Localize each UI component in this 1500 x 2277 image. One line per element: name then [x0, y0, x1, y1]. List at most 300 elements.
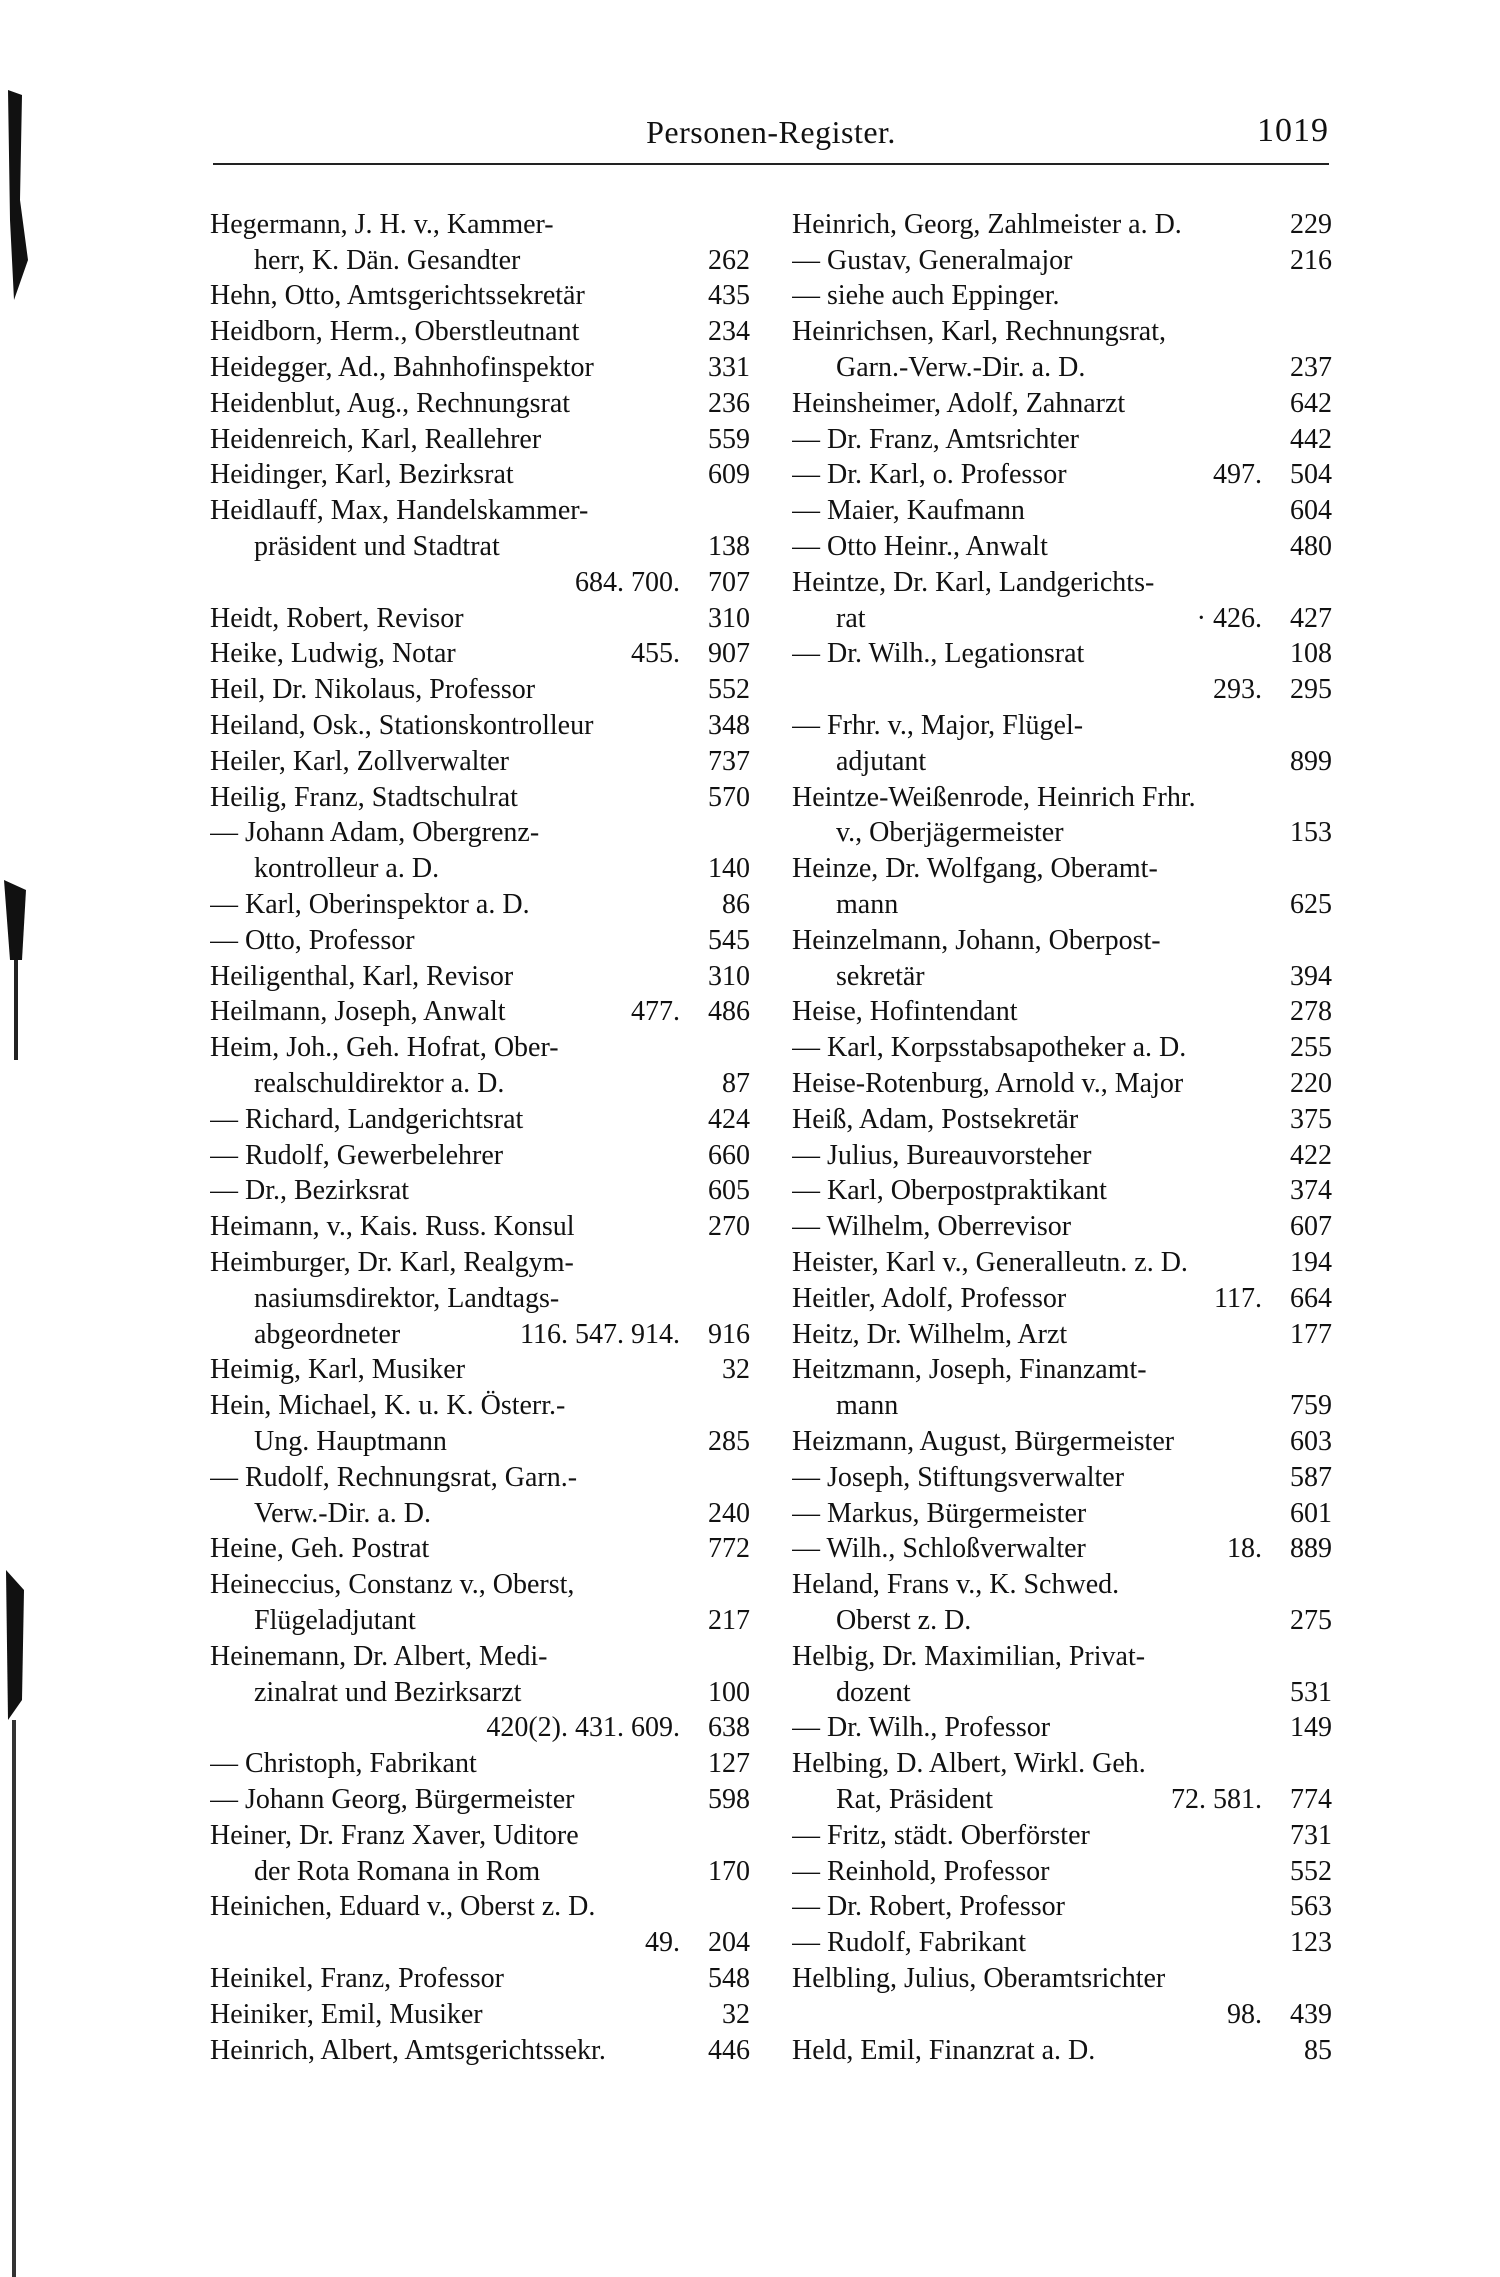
register-entry-line	[792, 207, 1332, 243]
entry-page-number: 603	[1290, 1425, 1332, 1457]
register-entry-line	[210, 1603, 750, 1639]
right-column	[792, 207, 1332, 2068]
entry-page-number: 604	[1290, 495, 1332, 527]
register-entry-line	[210, 1961, 750, 1997]
entry-page-number: 731	[1290, 1819, 1332, 1851]
entry-page-number: 422	[1290, 1139, 1332, 1171]
entry-text: — Otto Heinr., Anwalt	[792, 531, 1048, 563]
entry-text: Heidenblut, Aug., Rechnungsrat	[210, 387, 571, 419]
entry-text: Heiner, Dr. Franz Xaver, Uditore	[210, 1819, 579, 1851]
entry-page-number: 570	[708, 781, 750, 813]
entry-text: — Karl, Oberinspektor a. D.	[210, 889, 530, 921]
register-entry-line	[792, 672, 1332, 708]
page-number: 1019	[1257, 112, 1329, 149]
entry-text: Heinrich, Georg, Zahlmeister a. D.	[792, 208, 1182, 240]
entry-text: Heintze, Dr. Karl, Landgerichts-	[792, 566, 1155, 598]
entry-page-number: 664	[1290, 1282, 1332, 1314]
entry-page-number: 439	[1290, 1998, 1332, 2030]
entry-text: Heiß, Adam, Postsekretär	[792, 1103, 1079, 1135]
entry-text: Heidt, Robert, Revisor	[210, 602, 464, 634]
entry-page-number: 442	[1290, 423, 1332, 455]
entry-text: Hegermann, J. H. v., Kammer-	[210, 208, 554, 240]
entry-page-number: 138	[708, 531, 750, 563]
entry-page-number: 598	[708, 1783, 750, 1815]
entry-text: Heinzelmann, Johann, Oberpost-	[792, 924, 1161, 956]
entry-text: Heilig, Franz, Stadtschulrat	[210, 781, 518, 813]
entry-text: Heiniker, Emil, Musiker	[210, 1998, 483, 2030]
register-entry-line	[792, 1138, 1332, 1174]
register-entry-line	[792, 851, 1332, 887]
entry-text: mann	[836, 889, 899, 921]
register-entry-line	[792, 780, 1332, 816]
entry-additional-pages: · 426.	[1196, 602, 1262, 634]
entry-page-number: 660	[708, 1139, 750, 1171]
entry-page-number: 278	[1290, 996, 1332, 1028]
register-entry-line	[792, 1889, 1332, 1925]
register-entry-line	[792, 1317, 1332, 1353]
register-entry-line	[792, 422, 1332, 458]
register-entry-line	[210, 1889, 750, 1925]
entry-text: — Dr. Wilh., Legationsrat	[792, 638, 1085, 670]
entry-page-number: 234	[708, 316, 750, 348]
entry-page-number: 149	[1290, 1712, 1332, 1744]
entry-text: Hein, Michael, K. u. K. Österr.-	[210, 1390, 566, 1422]
entry-text: Heinichen, Eduard v., Oberst z. D.	[210, 1891, 596, 1923]
entry-text: Helbing, D. Albert, Wirkl. Geh.	[792, 1748, 1146, 1780]
entry-additional-pages: 98.	[1227, 1998, 1262, 2030]
entry-text: Heinrichsen, Karl, Rechnungsrat,	[792, 316, 1166, 348]
register-entry-line	[210, 565, 750, 601]
entry-text: Heiland, Osk., Stationskontrolleur	[210, 710, 594, 742]
entry-additional-pages: 293.	[1213, 674, 1262, 706]
entry-text: Heitz, Dr. Wilhelm, Arzt	[792, 1318, 1068, 1350]
entry-text: Heidlauff, Max, Handelskammer-	[210, 495, 589, 527]
register-entry-line	[792, 1961, 1332, 1997]
register-entry-line	[210, 1424, 750, 1460]
entry-page-number: 216	[1290, 244, 1332, 276]
register-entry-line	[210, 1531, 750, 1567]
register-entry-line	[792, 601, 1332, 637]
entry-text: — Dr. Karl, o. Professor	[792, 459, 1067, 491]
entry-text: Heil, Dr. Nikolaus, Professor	[210, 674, 536, 706]
entry-additional-pages: 477.	[631, 996, 680, 1028]
register-entry-line	[792, 493, 1332, 529]
entry-text: — Otto, Professor	[210, 924, 415, 956]
entry-additional-pages: 497.	[1213, 459, 1262, 491]
entry-page-number: 587	[1290, 1461, 1332, 1493]
entry-page-number: 310	[708, 960, 750, 992]
register-entry-line	[210, 458, 750, 494]
entry-text: sekretär	[836, 960, 925, 992]
entry-page-number: 504	[1290, 459, 1332, 491]
entry-page-number: 642	[1290, 387, 1332, 419]
entry-page-number: 774	[1290, 1783, 1332, 1815]
register-entry-line	[792, 1997, 1332, 2033]
entry-text: — Wilhelm, Oberrevisor	[792, 1211, 1072, 1243]
entry-page-number: 374	[1290, 1175, 1332, 1207]
entry-text: — Johann Adam, Obergrenz-	[210, 817, 540, 849]
entry-page-number: 204	[708, 1927, 750, 1959]
register-entry-line	[210, 637, 750, 673]
register-entry-line	[210, 1030, 750, 1066]
entry-page-number: 170	[708, 1855, 750, 1887]
entry-text: Garn.-Verw.-Dir. a. D.	[836, 352, 1086, 384]
entry-text: Heise, Hofintendant	[792, 996, 1018, 1028]
entry-text: Heidenreich, Karl, Reallehrer	[210, 423, 542, 455]
register-entry-line	[792, 1424, 1332, 1460]
register-entry-line	[210, 493, 750, 529]
entry-page-number: 140	[708, 853, 750, 885]
register-entry-line	[792, 959, 1332, 995]
entry-page-number: 255	[1290, 1032, 1332, 1064]
register-entry-line	[210, 851, 750, 887]
entry-text: Heidegger, Ad., Bahnhofinspektor	[210, 352, 594, 384]
entry-text: Heimig, Karl, Musiker	[210, 1354, 466, 1386]
register-entry-line	[210, 1997, 750, 2033]
entry-page-number: 220	[1290, 1068, 1332, 1100]
register-entry-line	[210, 2033, 750, 2069]
register-entry-line	[210, 1245, 750, 1281]
register-entry-line	[792, 529, 1332, 565]
entry-page-number: 916	[708, 1318, 750, 1350]
entry-text: — Karl, Korpsstabsapotheker a. D.	[792, 1032, 1187, 1064]
entry-text: Heinrich, Albert, Amtsgerichtssekr.	[210, 2034, 606, 2066]
entry-page-number: 236	[708, 387, 750, 419]
entry-additional-pages: 49.	[645, 1927, 680, 1959]
entry-text: dozent	[836, 1676, 911, 1708]
register-entry-line	[210, 1388, 750, 1424]
entry-text: Heister, Karl v., Generalleutn. z. D.	[792, 1247, 1188, 1278]
entry-text: realschuldirektor a. D.	[254, 1068, 505, 1100]
entry-page-number: 275	[1290, 1604, 1332, 1636]
entry-page-number: 899	[1290, 745, 1332, 777]
entry-page-number: 100	[708, 1676, 750, 1708]
entry-page-number: 563	[1290, 1891, 1332, 1923]
entry-text: — Markus, Bürgermeister	[792, 1497, 1087, 1529]
page-binding-edge	[0, 0, 40, 2277]
register-entry-line	[792, 816, 1332, 852]
entry-text: Heinsheimer, Adolf, Zahnarzt	[792, 387, 1126, 419]
entry-text: Heintze-Weißenrode, Heinrich Frhr.	[792, 781, 1196, 813]
register-entry-line	[210, 1496, 750, 1532]
entry-page-number: 310	[708, 602, 750, 634]
entry-page-number: 375	[1290, 1103, 1332, 1135]
register-entry-line	[210, 207, 750, 243]
register-entry-line	[792, 1746, 1332, 1782]
register-entry-line	[210, 1174, 750, 1210]
entry-page-number: 435	[708, 280, 750, 312]
entry-page-number: 607	[1290, 1211, 1332, 1243]
register-entry-line	[792, 1710, 1332, 1746]
entry-text: — Gustav, Generalmajor	[792, 244, 1073, 276]
entry-page-number: 907	[708, 638, 750, 670]
register-entry-line	[792, 1353, 1332, 1389]
entry-text: Heitzmann, Joseph, Finanzamt-	[792, 1354, 1147, 1386]
entry-text: — Joseph, Stiftungsverwalter	[792, 1461, 1125, 1493]
register-entry-line	[792, 1925, 1332, 1961]
register-entry-line	[210, 959, 750, 995]
entry-text: — Dr. Wilh., Professor	[792, 1712, 1051, 1744]
entry-text: Heinikel, Franz, Professor	[210, 1962, 504, 1994]
register-entry-line	[210, 1138, 750, 1174]
entry-text: — Rudolf, Fabrikant	[792, 1927, 1027, 1959]
entry-page-number: 177	[1290, 1318, 1332, 1350]
register-entry-line	[210, 1854, 750, 1890]
entry-text: — Dr. Robert, Professor	[792, 1891, 1065, 1923]
running-title: Personen-Register.	[646, 114, 896, 150]
entry-page-number: 625	[1290, 889, 1332, 921]
entry-text: abgeordneter	[254, 1318, 401, 1350]
register-entry-line	[210, 1782, 750, 1818]
register-entry-line	[210, 995, 750, 1031]
register-entry-line	[792, 565, 1332, 601]
entry-text: Rat, Präsident	[836, 1783, 994, 1815]
register-entry-line	[792, 350, 1332, 386]
entry-text: Heidinger, Karl, Bezirksrat	[210, 459, 514, 491]
entry-page-number: 552	[708, 674, 750, 706]
register-entry-line	[210, 1746, 750, 1782]
register-entry-line	[792, 279, 1332, 315]
entry-text: — Julius, Bureauvorsteher	[792, 1139, 1092, 1171]
entry-text: präsident und Stadtrat	[254, 531, 500, 563]
entry-page-number: 127	[708, 1748, 750, 1780]
entry-page-number: 270	[708, 1211, 750, 1243]
page-header	[213, 112, 1329, 156]
entry-page-number: 108	[1290, 638, 1332, 670]
register-entry-line	[792, 2033, 1332, 2069]
entry-page-number: 889	[1290, 1533, 1332, 1565]
register-entry-line	[210, 1710, 750, 1746]
register-entry-line	[210, 1066, 750, 1102]
register-entry-line	[792, 1818, 1332, 1854]
register-entry-line	[792, 1209, 1332, 1245]
entry-text: Heimann, v., Kais. Russ. Konsul	[210, 1211, 575, 1243]
register-entry-line	[210, 1102, 750, 1138]
left-column	[210, 207, 750, 2068]
register-entry-line	[210, 1353, 750, 1389]
entry-text: Heinze, Dr. Wolfgang, Oberamt-	[792, 853, 1158, 885]
entry-text: Heinemann, Dr. Albert, Medi-	[210, 1640, 548, 1672]
register-entry-line	[792, 1281, 1332, 1317]
entry-text: — Rudolf, Gewerbelehrer	[210, 1139, 504, 1171]
entry-page-number: 486	[708, 996, 750, 1028]
register-entry-line	[792, 1675, 1332, 1711]
register-entry-line	[210, 887, 750, 923]
entry-page-number: 217	[708, 1604, 750, 1636]
entry-page-number: 394	[1290, 960, 1332, 992]
register-entry-line	[792, 1782, 1332, 1818]
register-entry-line	[792, 1460, 1332, 1496]
register-entry-line	[792, 1496, 1332, 1532]
register-entry-line	[792, 458, 1332, 494]
register-entry-line	[210, 243, 750, 279]
register-entry-line	[210, 601, 750, 637]
register-entry-line	[792, 995, 1332, 1031]
entry-page-number: 32	[722, 1998, 750, 2030]
entry-page-number: 531	[1290, 1676, 1332, 1708]
register-entry-line	[792, 744, 1332, 780]
register-entry-line	[210, 1317, 750, 1353]
entry-page-number: 601	[1290, 1497, 1332, 1529]
entry-page-number: 446	[708, 2034, 750, 2066]
entry-text: — Wilh., Schloßverwalter	[792, 1533, 1086, 1565]
register-entry-line	[210, 1818, 750, 1854]
entry-text: — Richard, Landgerichtsrat	[210, 1103, 524, 1135]
register-entry-line	[210, 1567, 750, 1603]
entry-text: Heiligenthal, Karl, Revisor	[210, 960, 514, 992]
entry-page-number: 331	[708, 352, 750, 384]
entry-page-number: 32	[722, 1354, 750, 1386]
entry-text: — Christoph, Fabrikant	[210, 1748, 477, 1780]
register-entry-line	[210, 1925, 750, 1961]
entry-text: der Rota Romana in Rom	[254, 1855, 541, 1887]
entry-page-number: 559	[708, 423, 750, 455]
entry-page-number: 707	[708, 566, 750, 598]
entry-additional-pages: 18.	[1227, 1533, 1262, 1565]
entry-additional-pages: 72. 581.	[1171, 1783, 1262, 1815]
entry-text: — Dr. Franz, Amtsrichter	[792, 423, 1079, 455]
entry-text: Heineccius, Constanz v., Oberst,	[210, 1569, 575, 1601]
register-entry-line	[792, 923, 1332, 959]
register-entry-line	[210, 1675, 750, 1711]
entry-page-number: 772	[708, 1533, 750, 1565]
register-entry-line	[792, 1388, 1332, 1424]
entry-additional-pages: 420(2). 431. 609.	[486, 1712, 680, 1744]
entry-page-number: 237	[1290, 352, 1332, 384]
entry-page-number: 295	[1290, 674, 1332, 706]
entry-text: Helbling, Julius, Oberamtsrichter	[792, 1962, 1166, 1994]
entry-additional-pages: 455.	[631, 638, 680, 670]
register-entry-line	[210, 1639, 750, 1675]
register-entry-line	[210, 672, 750, 708]
entry-page-number: 638	[708, 1712, 750, 1744]
register-entry-line	[210, 422, 750, 458]
entry-text: — Johann Georg, Bürgermeister	[210, 1783, 575, 1815]
entry-text: Heiler, Karl, Zollverwalter	[210, 745, 509, 777]
entry-text: Heise-Rotenburg, Arnold v., Major	[792, 1068, 1184, 1100]
entry-page-number: 285	[708, 1425, 750, 1457]
entry-text: mann	[836, 1390, 899, 1422]
register-entry-line	[792, 1531, 1332, 1567]
register-entry-line	[792, 386, 1332, 422]
register-entry-line	[792, 708, 1332, 744]
register-entry-line	[210, 1209, 750, 1245]
register-entry-line	[792, 1066, 1332, 1102]
entry-text: Heilmann, Joseph, Anwalt	[210, 996, 506, 1028]
register-entry-line	[792, 887, 1332, 923]
entry-text: Heitler, Adolf, Professor	[792, 1282, 1067, 1314]
register-entry-line	[210, 279, 750, 315]
entry-text: — Rudolf, Rechnungsrat, Garn.-	[210, 1461, 578, 1493]
entry-text: Flügeladjutant	[254, 1604, 416, 1636]
register-entry-line	[210, 529, 750, 565]
register-entry-line	[210, 1460, 750, 1496]
entry-page-number: 605	[708, 1175, 750, 1207]
register-entry-line	[210, 744, 750, 780]
entry-page-number: 262	[708, 244, 750, 276]
entry-page-number: 123	[1290, 1927, 1332, 1959]
entry-text: kontrolleur a. D.	[254, 853, 440, 885]
register-entry-line	[792, 1174, 1332, 1210]
entry-text: — Reinhold, Professor	[792, 1855, 1050, 1887]
entry-page-number: 424	[708, 1103, 750, 1135]
entry-text: Heland, Frans v., K. Schwed.	[792, 1569, 1120, 1601]
entry-text: Oberst z. D.	[836, 1604, 972, 1636]
entry-text: Verw.-Dir. a. D.	[254, 1497, 432, 1529]
register-entry-line	[792, 1603, 1332, 1639]
entry-text: — Fritz, städt. Oberförster	[792, 1819, 1090, 1851]
entry-page-number: 548	[708, 1962, 750, 1994]
entry-page-number: 737	[708, 745, 750, 777]
register-entry-line	[792, 1854, 1332, 1890]
entry-page-number: 86	[722, 889, 750, 921]
entry-text: rat	[836, 602, 866, 634]
register-entry-line	[210, 923, 750, 959]
entry-text: — Karl, Oberpostpraktikant	[792, 1175, 1107, 1207]
entry-page-number: 87	[722, 1068, 750, 1100]
entry-text: Hehn, Otto, Amtsgerichtssekretär	[210, 280, 585, 312]
register-entry-line	[792, 637, 1332, 673]
entry-page-number: 545	[708, 924, 750, 956]
entry-text: Held, Emil, Finanzrat a. D.	[792, 2034, 1096, 2066]
entry-page-number: 427	[1290, 602, 1332, 634]
register-entry-line	[792, 1030, 1332, 1066]
entry-text: Heidborn, Herm., Oberstleutnant	[210, 316, 580, 348]
entry-additional-pages: 117.	[1214, 1282, 1262, 1314]
entry-text: adjutant	[836, 745, 927, 777]
entry-additional-pages: 684. 700.	[575, 566, 680, 598]
register-entry-line	[210, 816, 750, 852]
register-entry-line	[792, 243, 1332, 279]
entry-page-number: 609	[708, 459, 750, 491]
entry-page-number: 348	[708, 710, 750, 742]
entry-page-number: 759	[1290, 1390, 1332, 1422]
entry-text: Heizmann, August, Bürgermeister	[792, 1425, 1175, 1457]
entry-text: — Frhr. v., Major, Flügel-	[792, 710, 1084, 742]
entry-text: nasiumsdirektor, Landtags-	[254, 1282, 560, 1314]
register-entry-line	[792, 314, 1332, 350]
register-entry-line	[792, 1567, 1332, 1603]
header-rule	[213, 163, 1329, 165]
entry-page-number: 153	[1290, 817, 1332, 849]
register-entry-line	[792, 1639, 1332, 1675]
register-entry-line	[210, 1281, 750, 1317]
entry-text: Heim, Joh., Geh. Hofrat, Ober-	[210, 1032, 559, 1064]
entry-page-number: 229	[1290, 208, 1332, 240]
entry-text: Ung. Hauptmann	[254, 1425, 447, 1457]
register-entry-line	[210, 708, 750, 744]
entry-text: — Maier, Kaufmann	[792, 495, 1025, 527]
entry-additional-pages: 116. 547. 914.	[520, 1318, 680, 1350]
entry-page-number: 240	[708, 1497, 750, 1529]
entry-text: — siehe auch Eppinger.	[792, 280, 1060, 312]
register-entry-line	[210, 386, 750, 422]
entry-page-number: 194	[1290, 1247, 1332, 1278]
entry-text: Heine, Geh. Postrat	[210, 1533, 430, 1565]
register-entry-line	[792, 1245, 1332, 1281]
entry-text: — Dr., Bezirksrat	[210, 1175, 410, 1207]
register-entry-line	[210, 780, 750, 816]
register-entry-line	[792, 1102, 1332, 1138]
entry-text: Heimburger, Dr. Karl, Realgym-	[210, 1247, 574, 1278]
entry-text: v., Oberjägermeister	[836, 817, 1064, 849]
entry-text: herr, K. Dän. Gesandter	[254, 244, 521, 276]
register-entry-line	[210, 350, 750, 386]
register-entry-line	[210, 314, 750, 350]
entry-page-number: 480	[1290, 531, 1332, 563]
entry-page-number: 552	[1290, 1855, 1332, 1887]
entry-text: Helbig, Dr. Maximilian, Privat-	[792, 1640, 1146, 1672]
